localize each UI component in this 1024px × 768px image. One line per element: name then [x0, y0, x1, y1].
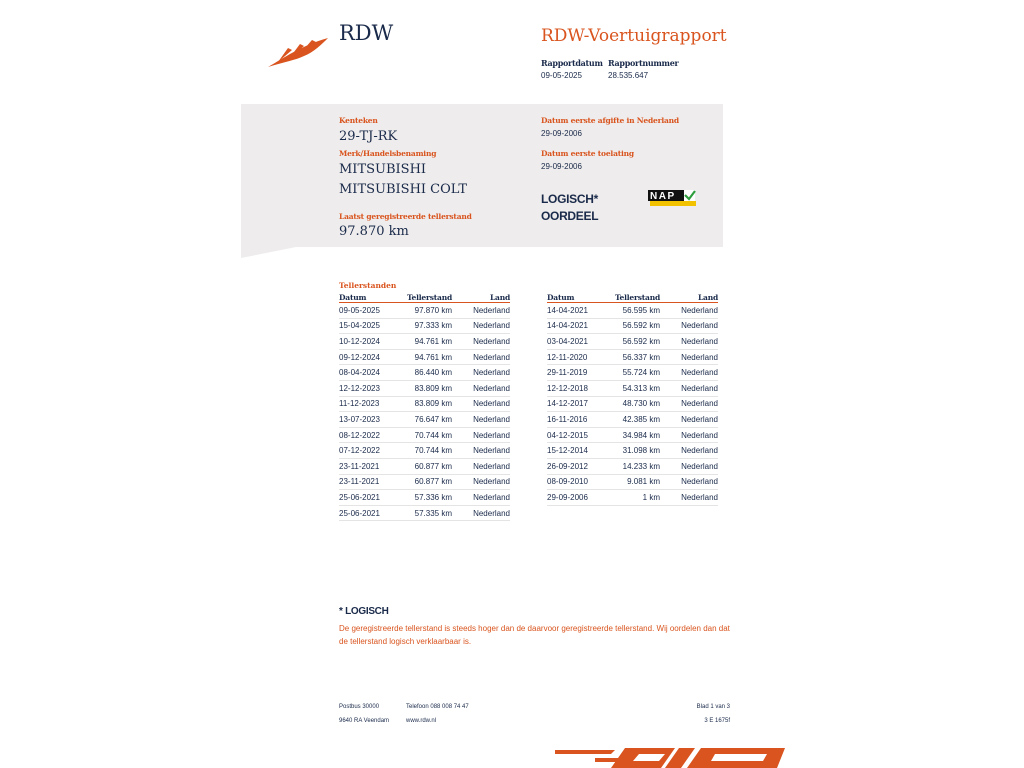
reading-date: 29-11-2019 [547, 365, 607, 381]
reading-km: 57.335 km [399, 505, 452, 521]
license-plate: 29-TJ-RK [339, 129, 398, 144]
reading-row [547, 474, 718, 490]
footer-address-1: Postbus 30000 [339, 704, 380, 710]
reading-country: Nederland [660, 412, 718, 428]
reading-km: 31.098 km [607, 443, 660, 459]
reading-country: Nederland [660, 396, 718, 412]
reading-country: Nederland [660, 490, 718, 506]
reading-row [547, 303, 718, 319]
reading-row [339, 380, 510, 396]
reading-date: 14-12-2017 [547, 396, 607, 412]
odometer-label: Laatst geregistreerde tellerstand [339, 212, 472, 221]
reading-date: 23-11-2021 [339, 474, 399, 490]
reading-km: 94.761 km [399, 334, 452, 350]
reading-country: Nederland [660, 443, 718, 459]
reading-country: Nederland [452, 334, 510, 350]
col-date-header: Datum [547, 292, 607, 303]
reading-km: 83.809 km [399, 380, 452, 396]
col-km-header: Tellerstand [607, 292, 660, 303]
report-number: 28.535.647 [608, 71, 649, 80]
reading-country: Nederland [452, 427, 510, 443]
reading-row [339, 443, 510, 459]
reading-km: 57.336 km [399, 490, 452, 506]
reading-country: Nederland [452, 474, 510, 490]
footer-address-2: 9640 RA Veendam [339, 718, 390, 724]
rdw-stripes-decoration [555, 744, 785, 768]
vehicle-summary-panel [241, 104, 723, 247]
reading-date: 09-12-2024 [339, 349, 399, 365]
first-admission: 29-09-2006 [541, 162, 582, 171]
reading-km: 97.870 km [399, 303, 452, 319]
reading-country: Nederland [660, 365, 718, 381]
reading-date: 14-04-2021 [547, 303, 607, 319]
reading-country: Nederland [452, 349, 510, 365]
reading-date: 13-07-2023 [339, 412, 399, 428]
col-date-header: Datum [339, 292, 399, 303]
footnote-text: De geregistreerde tellerstand is steeds hoger dan de daarvoor geregistreerde tellerstand. Wij oordelen dan dat de tellerstand logisch verklaarbaar is. [339, 624, 730, 646]
first-registration-nl-label: Datum eerste afgifte in Nederland [541, 116, 679, 125]
reading-date: 15-04-2025 [339, 318, 399, 334]
reading-date: 29-09-2006 [547, 490, 607, 506]
reading-km: 60.877 km [399, 474, 452, 490]
vehicle-model: MITSUBISHI COLT [339, 182, 468, 197]
reading-row [547, 380, 718, 396]
reading-km: 56.592 km [607, 318, 660, 334]
first-admission-label: Datum eerste toelating [541, 149, 634, 158]
make-label: Merk/Handelsbenaming [339, 149, 437, 158]
reading-country: Nederland [452, 458, 510, 474]
reading-km: 83.809 km [399, 396, 452, 412]
col-country-header: Land [660, 292, 718, 303]
reading-row [547, 427, 718, 443]
readings-table-right [547, 292, 718, 506]
reading-country: Nederland [452, 505, 510, 521]
reading-date: 08-04-2024 [339, 365, 399, 381]
first-registration-nl: 29-09-2006 [541, 129, 582, 138]
reading-date: 25-06-2021 [339, 490, 399, 506]
report-date-label: Rapportdatum [541, 58, 603, 68]
reading-date: 08-12-2022 [339, 427, 399, 443]
reading-km: 86.440 km [399, 365, 452, 381]
reading-date: 03-04-2021 [547, 334, 607, 350]
reading-row [339, 474, 510, 490]
reading-row [339, 458, 510, 474]
rdw-logo-icon [266, 34, 330, 70]
brand-name: RDW [339, 21, 394, 45]
reading-country: Nederland [452, 318, 510, 334]
reading-km: 94.761 km [399, 349, 452, 365]
reading-date: 14-04-2021 [547, 318, 607, 334]
reading-row [547, 458, 718, 474]
reading-date: 26-09-2012 [547, 458, 607, 474]
reading-date: 12-11-2020 [547, 349, 607, 365]
reading-date: 23-11-2021 [339, 458, 399, 474]
report-number-label: Rapportnummer [608, 58, 679, 68]
reading-country: Nederland [660, 474, 718, 490]
reading-date: 25-06-2021 [339, 505, 399, 521]
col-km-header: Tellerstand [399, 292, 452, 303]
reading-country: Nederland [660, 427, 718, 443]
reading-km: 42.385 km [607, 412, 660, 428]
reading-date: 12-12-2018 [547, 380, 607, 396]
reading-country: Nederland [660, 334, 718, 350]
reading-date: 09-05-2025 [339, 303, 399, 319]
footer-website-link[interactable]: www.rdw.nl [406, 718, 437, 724]
plate-label: Kenteken [339, 116, 378, 125]
nap-logo-icon [648, 190, 696, 208]
nap-logo-text: NAP [650, 191, 676, 202]
footnote-title: * LOGISCH [339, 606, 389, 617]
reading-country: Nederland [452, 490, 510, 506]
verdict-line-1: LOGISCH* [541, 192, 598, 206]
reading-row [547, 318, 718, 334]
reading-country: Nederland [452, 303, 510, 319]
report-date: 09-05-2025 [541, 71, 582, 80]
reading-date: 08-09-2010 [547, 474, 607, 490]
reading-km: 1 km [607, 490, 660, 506]
reading-row [339, 303, 510, 319]
reading-date: 12-12-2023 [339, 380, 399, 396]
readings-title: Tellerstanden [339, 281, 397, 290]
reading-country: Nederland [452, 380, 510, 396]
reading-km: 48.730 km [607, 396, 660, 412]
reading-country: Nederland [452, 365, 510, 381]
reading-km: 60.877 km [399, 458, 452, 474]
reading-km: 9.081 km [607, 474, 660, 490]
reading-km: 56.595 km [607, 303, 660, 319]
reading-row [547, 334, 718, 350]
reading-row [339, 334, 510, 350]
reading-country: Nederland [452, 412, 510, 428]
reading-km: 76.647 km [399, 412, 452, 428]
reading-row [339, 505, 510, 521]
reading-country: Nederland [660, 458, 718, 474]
reading-row [547, 349, 718, 365]
footer-page-number: Blad 1 van 3 [696, 704, 730, 710]
reading-km: 55.724 km [607, 365, 660, 381]
vehicle-make: MITSUBISHI [339, 162, 427, 177]
reading-row [339, 318, 510, 334]
reading-country: Nederland [452, 443, 510, 459]
reading-country: Nederland [660, 380, 718, 396]
reading-km: 70.744 km [399, 443, 452, 459]
reading-date: 07-12-2022 [339, 443, 399, 459]
reading-date: 04-12-2015 [547, 427, 607, 443]
last-odometer-reading: 97.870 km [339, 224, 409, 239]
reading-km: 97.333 km [399, 318, 452, 334]
reading-date: 10-12-2024 [339, 334, 399, 350]
reading-row [339, 365, 510, 381]
reading-row [547, 396, 718, 412]
panel-tail-decoration [241, 246, 301, 258]
reading-row [547, 412, 718, 428]
reading-row [339, 490, 510, 506]
reading-km: 14.233 km [607, 458, 660, 474]
reading-date: 16-11-2016 [547, 412, 607, 428]
reading-row [547, 490, 718, 506]
reading-km: 34.984 km [607, 427, 660, 443]
reading-country: Nederland [452, 396, 510, 412]
reading-row [339, 427, 510, 443]
readings-table-left [339, 292, 510, 521]
reading-country: Nederland [660, 303, 718, 319]
reading-row [339, 396, 510, 412]
reading-row [339, 412, 510, 428]
reading-date: 15-12-2014 [547, 443, 607, 459]
verdict-line-2: OORDEEL [541, 209, 599, 223]
reading-km: 56.337 km [607, 349, 660, 365]
reading-date: 11-12-2023 [339, 396, 399, 412]
reading-km: 70.744 km [399, 427, 452, 443]
reading-country: Nederland [660, 349, 718, 365]
reading-row [547, 443, 718, 459]
footer-phone: Telefoon 088 008 74 47 [406, 704, 469, 710]
reading-km: 56.592 km [607, 334, 660, 350]
reading-row [547, 365, 718, 381]
reading-row [339, 349, 510, 365]
report-title: RDW-Voertuigrapport [541, 26, 727, 46]
reading-country: Nederland [660, 318, 718, 334]
footer-code: 3 E 1675f [704, 718, 730, 724]
col-country-header: Land [452, 292, 510, 303]
reading-km: 54.313 km [607, 380, 660, 396]
